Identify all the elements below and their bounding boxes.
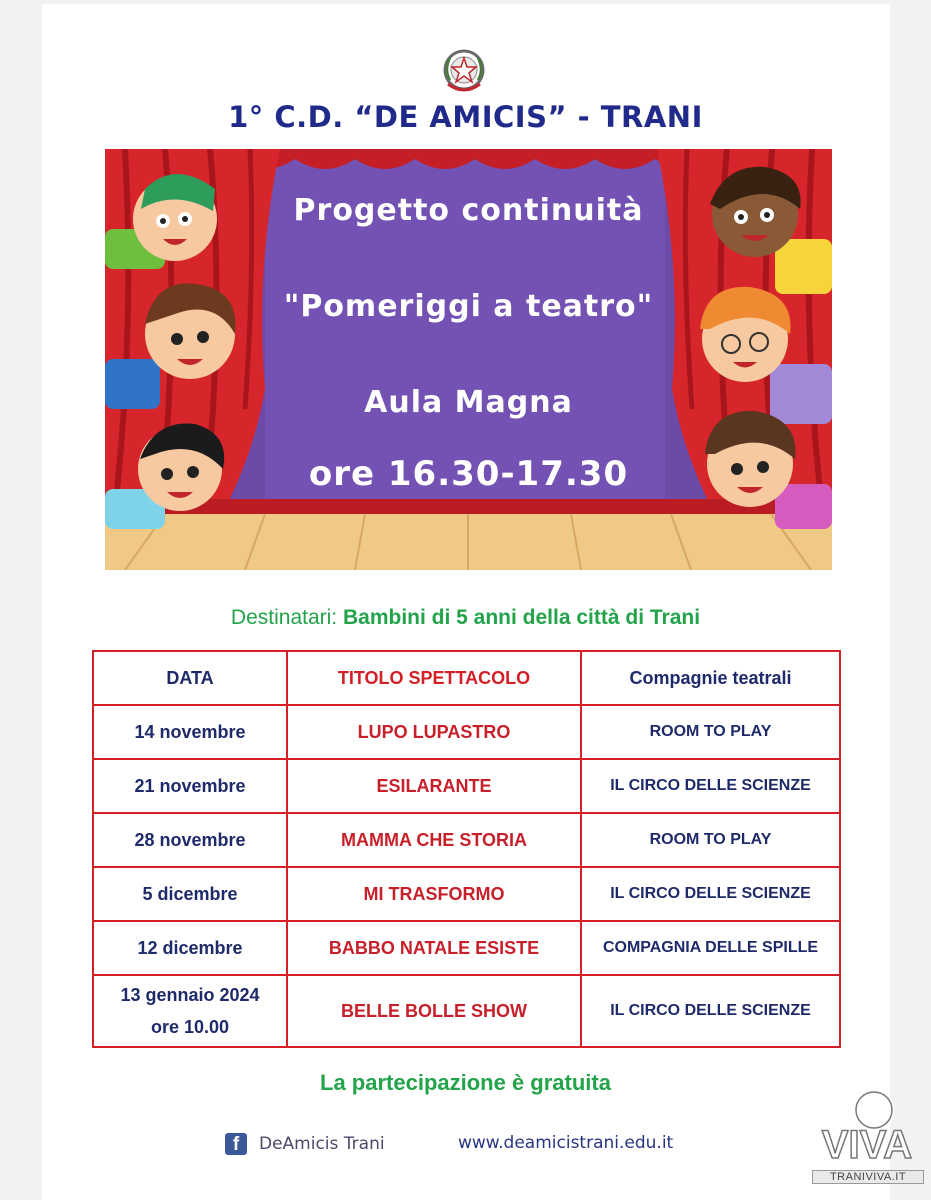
viva-logo-text: VIVA — [821, 1123, 913, 1167]
facebook-link[interactable] — [225, 1133, 385, 1155]
row-time-line: ore 10.00 — [150, 1017, 230, 1037]
row-company: ROOM TO PLAY — [581, 705, 840, 759]
free-participation-note: La partecipazione è gratuita — [320, 1070, 611, 1095]
facebook-icon: f — [225, 1133, 247, 1155]
row-show-title: BABBO NATALE ESISTE — [287, 921, 581, 975]
audience-label: Destinatari: — [230, 606, 338, 629]
row-company: IL CIRCO DELLE SCIENZE — [581, 759, 840, 813]
row-company: ROOM TO PLAY — [581, 813, 840, 867]
table-row — [93, 705, 840, 759]
table-row — [93, 813, 840, 867]
row-show-title: MAMMA CHE STORIA — [287, 813, 581, 867]
theatre-banner — [105, 149, 832, 570]
header-date: DATA — [93, 651, 287, 705]
row-company: IL CIRCO DELLE SCIENZE — [581, 975, 840, 1047]
banner-project-title: Progetto continuità — [293, 193, 644, 228]
row-date: 21 novembre — [93, 759, 287, 813]
viva-logo-icon — [812, 1088, 922, 1172]
row-company: COMPAGNIA DELLE SPILLE — [581, 921, 840, 975]
table-row — [93, 975, 840, 1047]
header-show-title: TITOLO SPETTACOLO — [287, 651, 581, 705]
row-company: IL CIRCO DELLE SCIENZE — [581, 867, 840, 921]
banner-time: ore 16.30-17.30 — [308, 454, 629, 494]
row-show-title: MI TRASFORMO — [287, 867, 581, 921]
row-date — [93, 975, 287, 1047]
audience-line — [0, 606, 931, 630]
traniviva-watermark — [812, 1088, 922, 1194]
banner-location: Aula Magna — [364, 385, 573, 420]
row-date-line: 13 gennaio 2024 — [120, 985, 260, 1005]
row-show-title: ESILARANTE — [287, 759, 581, 813]
row-date: 14 novembre — [93, 705, 287, 759]
header-companies: Compagnie teatrali — [581, 651, 840, 705]
republic-emblem-icon — [440, 44, 488, 100]
website-link[interactable]: www.deamicistrani.edu.it — [458, 1133, 674, 1153]
banner-event-title: "Pomeriggi a teatro" — [283, 289, 654, 324]
row-date: 28 novembre — [93, 813, 287, 867]
schedule-table — [92, 650, 841, 1048]
row-show-title: LUPO LUPASTRO — [287, 705, 581, 759]
row-date: 5 dicembre — [93, 867, 287, 921]
facebook-label: DeAmicis Trani — [259, 1134, 385, 1154]
watermark-site: TRANIVIVA.IT — [812, 1170, 924, 1184]
table-row — [93, 921, 840, 975]
table-row — [93, 867, 840, 921]
row-show-title: BELLE BOLLE SHOW — [287, 975, 581, 1047]
audience-value: Bambini di 5 anni della città di Trani — [342, 606, 701, 629]
row-date: 12 dicembre — [93, 921, 287, 975]
schedule-header-row — [93, 651, 840, 705]
table-row — [93, 759, 840, 813]
school-title: 1° C.D. “DE AMICIS” - TRANI — [228, 100, 703, 134]
